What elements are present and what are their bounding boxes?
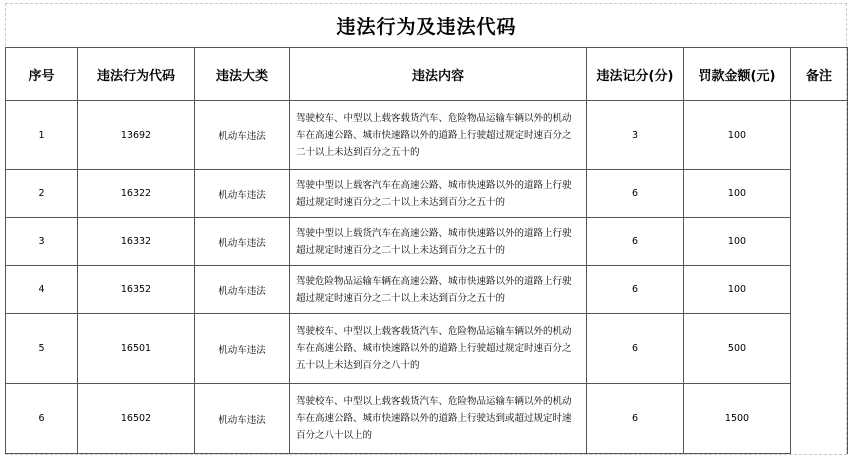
cell-content: 驾驶校车、中型以上载客载货汽车、危险物品运输车辆以外的机动车在高速公路、城市快速路以外的道路上行驶超过规定时速百分之五十以上未达到百分之八十的: [290, 314, 587, 384]
table-row: [6, 218, 848, 266]
cell-fine: 100: [684, 266, 791, 314]
cell-code: 16332: [78, 218, 195, 266]
cell-content: 驾驶危险物品运输车辆在高速公路、城市快速路以外的道路上行驶超过规定时速百分之二十以上未达到百分之五十的: [290, 266, 587, 314]
header-points: 违法记分(分): [587, 48, 684, 101]
cell-category: 机动车违法: [195, 266, 290, 314]
cell-content: 驾驶中型以上载客汽车在高速公路、城市快速路以外的道路上行驶超过规定时速百分之二十以上未达到百分之五十的: [290, 170, 587, 218]
violation-code-table: [5, 3, 848, 454]
cell-remark: [791, 101, 848, 454]
cell-category: 机动车违法: [195, 218, 290, 266]
cell-fine: 1500: [684, 384, 791, 454]
cell-points: 6: [587, 266, 684, 314]
cell-category: 机动车违法: [195, 101, 290, 170]
cell-code: 16352: [78, 266, 195, 314]
cell-points: 3: [587, 101, 684, 170]
cell-seq: 2: [6, 170, 78, 218]
cell-content: 驾驶中型以上载货汽车在高速公路、城市快速路以外的道路上行驶超过规定时速百分之二十以上未达到百分之五十的: [290, 218, 587, 266]
header-code: 违法行为代码: [78, 48, 195, 101]
header-seq: 序号: [6, 48, 78, 101]
cell-content: 驾驶校车、中型以上载客载货汽车、危险物品运输车辆以外的机动车在高速公路、城市快速路以外的道路上行驶超过规定时速百分之二十以上未达到百分之五十的: [290, 101, 587, 170]
cell-seq: 4: [6, 266, 78, 314]
title-row: [6, 3, 848, 48]
cell-seq: 6: [6, 384, 78, 454]
cell-fine: 100: [684, 218, 791, 266]
cell-seq: 1: [6, 101, 78, 170]
cell-fine: 100: [684, 101, 791, 170]
cell-code: 16322: [78, 170, 195, 218]
cell-seq: 3: [6, 218, 78, 266]
table-row: [6, 314, 848, 384]
cell-points: 6: [587, 314, 684, 384]
cell-content: 驾驶校车、中型以上载客载货汽车、危险物品运输车辆以外的机动车在高速公路、城市快速路以外的道路上行驶达到或超过规定时速百分之八十以上的: [290, 384, 587, 454]
cell-points: 6: [587, 384, 684, 454]
table-row: [6, 266, 848, 314]
cell-fine: 500: [684, 314, 791, 384]
table-title: 违法行为及违法代码: [6, 3, 848, 48]
header-content: 违法内容: [290, 48, 587, 101]
cell-category: 机动车违法: [195, 314, 290, 384]
table-row: [6, 170, 848, 218]
cell-points: 6: [587, 218, 684, 266]
cell-code: 13692: [78, 101, 195, 170]
cell-fine: 100: [684, 170, 791, 218]
header-fine: 罚款金额(元): [684, 48, 791, 101]
table-row: [6, 384, 848, 454]
cell-category: 机动车违法: [195, 384, 290, 454]
table-row: [6, 101, 848, 170]
cell-code: 16502: [78, 384, 195, 454]
cell-points: 6: [587, 170, 684, 218]
cell-seq: 5: [6, 314, 78, 384]
cell-code: 16501: [78, 314, 195, 384]
header-row: [6, 48, 848, 101]
cell-category: 机动车违法: [195, 170, 290, 218]
header-category: 违法大类: [195, 48, 290, 101]
header-remark: 备注: [791, 48, 848, 101]
